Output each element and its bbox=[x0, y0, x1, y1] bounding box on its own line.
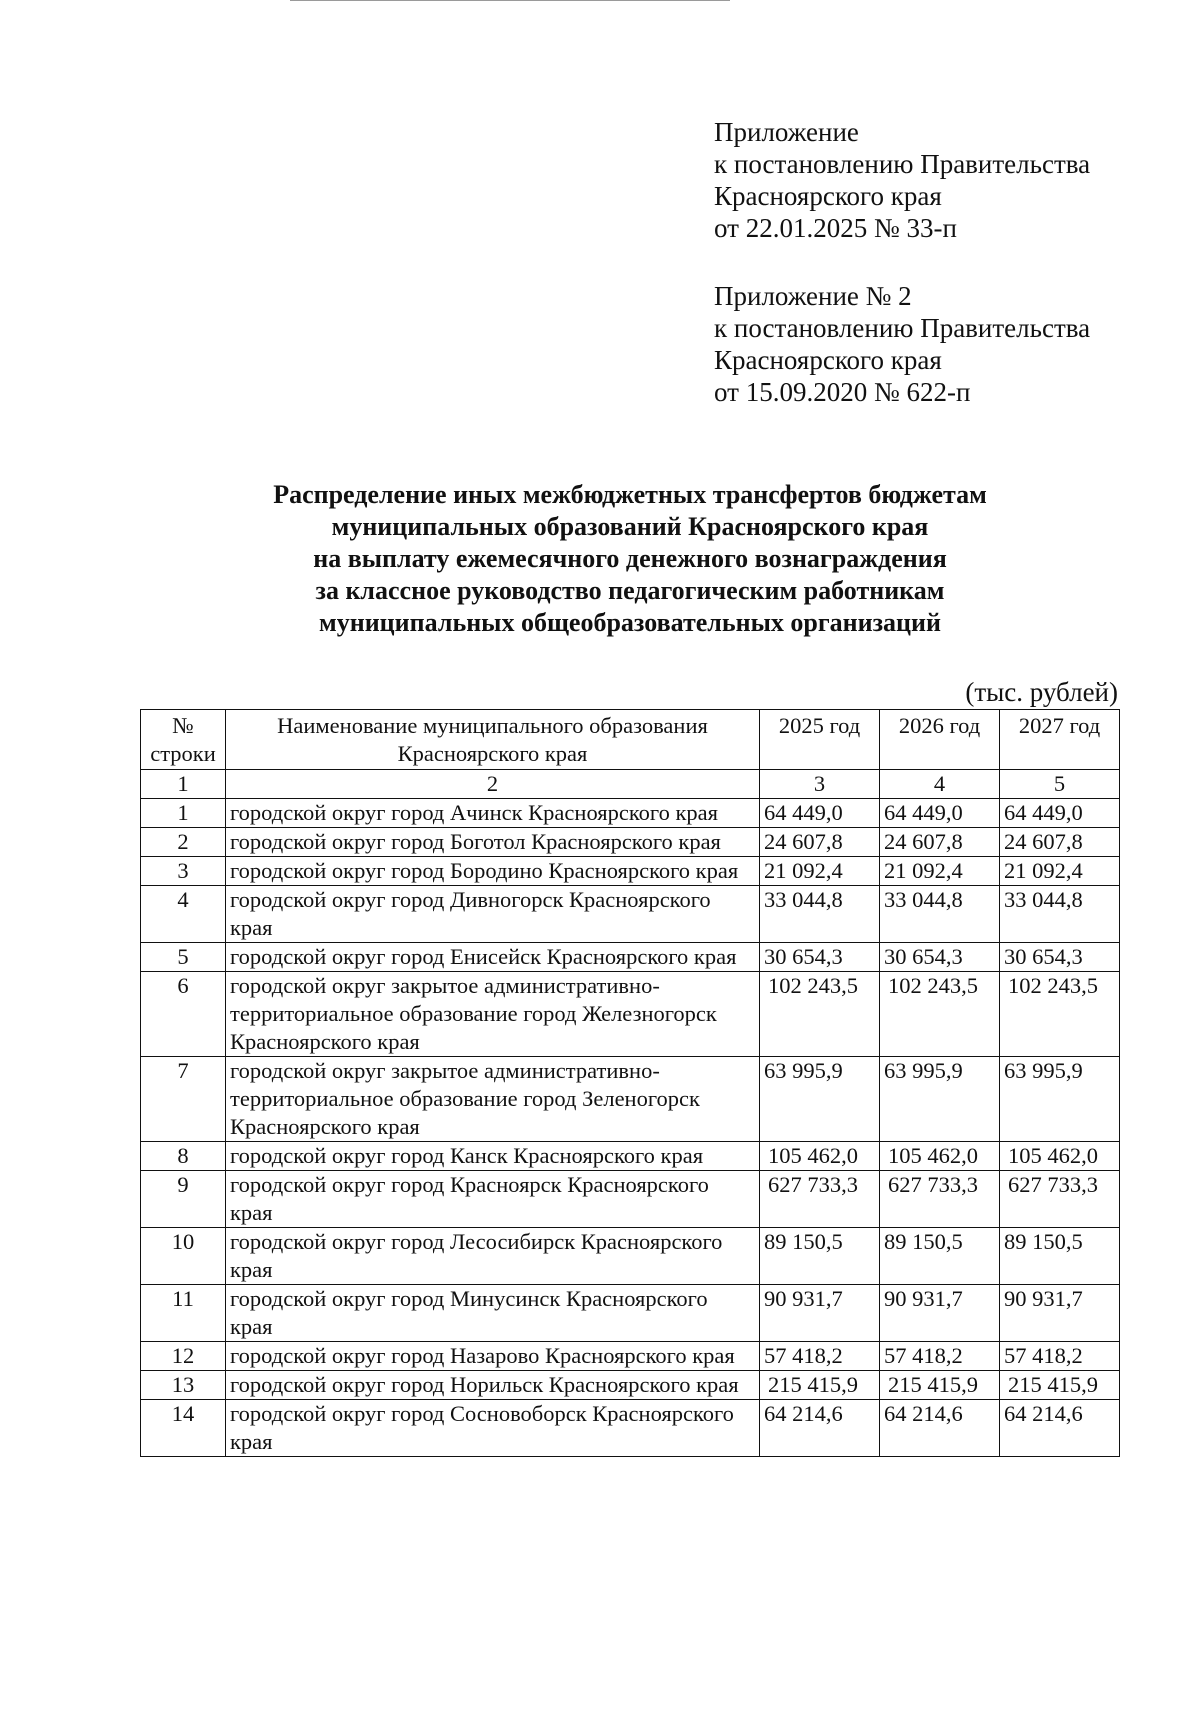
header-year-2027: 2027 год bbox=[1000, 710, 1120, 770]
row-number-cell: 12 bbox=[141, 1342, 226, 1371]
value-2027-cell: 102 243,5 bbox=[1000, 972, 1120, 1057]
annex-current-line-1: Приложение bbox=[714, 117, 859, 147]
value-2027-cell: 627 733,3 bbox=[1000, 1171, 1120, 1228]
column-number-row bbox=[141, 770, 1120, 799]
value-2027-cell: 30 654,3 bbox=[1000, 943, 1120, 972]
table-header-row bbox=[141, 710, 1120, 770]
row-number-cell: 2 bbox=[141, 828, 226, 857]
value-2027-cell: 105 462,0 bbox=[1000, 1142, 1120, 1171]
table-row bbox=[141, 972, 1120, 1057]
annex-original-block bbox=[714, 280, 1090, 408]
value-2026-cell: 64 449,0 bbox=[880, 799, 1000, 828]
row-number-cell: 4 bbox=[141, 886, 226, 943]
table-row bbox=[141, 1142, 1120, 1171]
annex-current-line-3: Красноярского края bbox=[714, 181, 942, 211]
table-row bbox=[141, 828, 1120, 857]
municipality-name-cell: городской округ город Бородино Красноярского края bbox=[226, 857, 760, 886]
row-number-cell: 6 bbox=[141, 972, 226, 1057]
row-number-cell: 11 bbox=[141, 1285, 226, 1342]
value-2027-cell: 215 415,9 bbox=[1000, 1371, 1120, 1400]
value-2027-cell: 24 607,8 bbox=[1000, 828, 1120, 857]
annex-current-line-2: к постановлению Правительства bbox=[714, 149, 1091, 179]
distribution-table bbox=[140, 709, 1120, 1457]
value-2026-cell: 64 214,6 bbox=[880, 1400, 1000, 1457]
annex-current-block bbox=[714, 116, 1090, 244]
table-row bbox=[141, 886, 1120, 943]
table-row bbox=[141, 1057, 1120, 1142]
table-row bbox=[141, 857, 1120, 886]
annex-current-line-4: от 22.01.2025 № 33-п bbox=[714, 213, 957, 243]
title-line-1: Распределение иных межбюджетных трансфертов бюджетам bbox=[273, 480, 987, 509]
header-year-2025: 2025 год bbox=[760, 710, 880, 770]
row-number-cell: 3 bbox=[141, 857, 226, 886]
municipality-name-cell: городской округ город Норильск Красноярского края bbox=[226, 1371, 760, 1400]
table-row bbox=[141, 1371, 1120, 1400]
table-body bbox=[141, 799, 1120, 1457]
value-2025-cell: 105 462,0 bbox=[760, 1142, 880, 1171]
table-row bbox=[141, 1400, 1120, 1457]
annex-original-line-2: к постановлению Правительства bbox=[714, 313, 1091, 343]
title-line-3: на выплату ежемесячного денежного вознаграждения bbox=[313, 544, 947, 573]
municipality-name-cell: городской округ город Лесосибирск Красноярского края bbox=[226, 1228, 760, 1285]
value-2025-cell: 21 092,4 bbox=[760, 857, 880, 886]
row-number-cell: 10 bbox=[141, 1228, 226, 1285]
value-2025-cell: 89 150,5 bbox=[760, 1228, 880, 1285]
value-2026-cell: 33 044,8 bbox=[880, 886, 1000, 943]
value-2026-cell: 57 418,2 bbox=[880, 1342, 1000, 1371]
value-2027-cell: 63 995,9 bbox=[1000, 1057, 1120, 1142]
municipality-name-cell: городской округ город Минусинск Красноярского края bbox=[226, 1285, 760, 1342]
row-number-cell: 1 bbox=[141, 799, 226, 828]
header-year-2026: 2026 год bbox=[880, 710, 1000, 770]
title-line-5: муниципальных общеобразовательных организаций bbox=[319, 608, 941, 637]
table-row bbox=[141, 799, 1120, 828]
column-number-5: 5 bbox=[1000, 770, 1120, 799]
value-2025-cell: 30 654,3 bbox=[760, 943, 880, 972]
value-2026-cell: 30 654,3 bbox=[880, 943, 1000, 972]
value-2025-cell: 63 995,9 bbox=[760, 1057, 880, 1142]
value-2026-cell: 24 607,8 bbox=[880, 828, 1000, 857]
table-row bbox=[141, 1285, 1120, 1342]
municipality-name-cell: городской округ город Сосновоборск Красноярского края bbox=[226, 1400, 760, 1457]
units-label: (тыс. рублей) bbox=[965, 677, 1118, 707]
value-2025-cell: 64 449,0 bbox=[760, 799, 880, 828]
annex-original-line-1: Приложение № 2 bbox=[714, 281, 912, 311]
municipality-name-cell: городской округ город Ачинск Красноярского края bbox=[226, 799, 760, 828]
value-2025-cell: 57 418,2 bbox=[760, 1342, 880, 1371]
value-2027-cell: 64 449,0 bbox=[1000, 799, 1120, 828]
municipality-name-cell: городской округ город Дивногорск Красноярского края bbox=[226, 886, 760, 943]
title-line-4: за классное руководство педагогическим работникам bbox=[315, 576, 945, 605]
value-2026-cell: 21 092,4 bbox=[880, 857, 1000, 886]
value-2027-cell: 33 044,8 bbox=[1000, 886, 1120, 943]
value-2025-cell: 24 607,8 bbox=[760, 828, 880, 857]
value-2027-cell: 64 214,6 bbox=[1000, 1400, 1120, 1457]
annex-original-line-4: от 15.09.2020 № 622-п bbox=[714, 377, 971, 407]
value-2026-cell: 627 733,3 bbox=[880, 1171, 1000, 1228]
municipality-name-cell: городской округ город Боготол Красноярского края bbox=[226, 828, 760, 857]
value-2025-cell: 90 931,7 bbox=[760, 1285, 880, 1342]
row-number-cell: 5 bbox=[141, 943, 226, 972]
municipality-name-cell: городской округ город Красноярск Красноярского края bbox=[226, 1171, 760, 1228]
municipality-name-cell: городской округ город Назарово Красноярского края bbox=[226, 1342, 760, 1371]
row-number-cell: 8 bbox=[141, 1142, 226, 1171]
document-title bbox=[130, 479, 1130, 639]
value-2025-cell: 64 214,6 bbox=[760, 1400, 880, 1457]
value-2026-cell: 89 150,5 bbox=[880, 1228, 1000, 1285]
value-2027-cell: 57 418,2 bbox=[1000, 1342, 1120, 1371]
row-number-cell: 7 bbox=[141, 1057, 226, 1142]
table-row bbox=[141, 943, 1120, 972]
value-2025-cell: 215 415,9 bbox=[760, 1371, 880, 1400]
scan-top-rule bbox=[290, 0, 730, 1]
header-row-number: № строки bbox=[141, 710, 226, 770]
municipality-name-cell: городской округ закрытое административно-территориальное образование город Железногорск Красноярского края bbox=[226, 972, 760, 1057]
value-2026-cell: 215 415,9 bbox=[880, 1371, 1000, 1400]
value-2027-cell: 21 092,4 bbox=[1000, 857, 1120, 886]
value-2026-cell: 90 931,7 bbox=[880, 1285, 1000, 1342]
value-2026-cell: 102 243,5 bbox=[880, 972, 1000, 1057]
value-2025-cell: 102 243,5 bbox=[760, 972, 880, 1057]
title-line-2: муниципальных образований Красноярского края bbox=[331, 512, 929, 541]
value-2027-cell: 90 931,7 bbox=[1000, 1285, 1120, 1342]
municipality-name-cell: городской округ город Енисейск Красноярского края bbox=[226, 943, 760, 972]
municipality-name-cell: городской округ город Канск Красноярского края bbox=[226, 1142, 760, 1171]
column-number-2: 2 bbox=[226, 770, 760, 799]
row-number-cell: 13 bbox=[141, 1371, 226, 1400]
column-number-4: 4 bbox=[880, 770, 1000, 799]
table-row bbox=[141, 1171, 1120, 1228]
value-2026-cell: 105 462,0 bbox=[880, 1142, 1000, 1171]
value-2025-cell: 627 733,3 bbox=[760, 1171, 880, 1228]
column-number-1: 1 bbox=[141, 770, 226, 799]
table-row bbox=[141, 1342, 1120, 1371]
table-row bbox=[141, 1228, 1120, 1285]
municipality-name-cell: городской округ закрытое административно-территориальное образование город Зеленогорск Красноярского края bbox=[226, 1057, 760, 1142]
row-number-cell: 9 bbox=[141, 1171, 226, 1228]
value-2026-cell: 63 995,9 bbox=[880, 1057, 1000, 1142]
header-municipality-name: Наименование муниципального образования Красноярского края bbox=[226, 710, 760, 770]
column-number-3: 3 bbox=[760, 770, 880, 799]
row-number-cell: 14 bbox=[141, 1400, 226, 1457]
value-2025-cell: 33 044,8 bbox=[760, 886, 880, 943]
annex-original-line-3: Красноярского края bbox=[714, 345, 942, 375]
value-2027-cell: 89 150,5 bbox=[1000, 1228, 1120, 1285]
